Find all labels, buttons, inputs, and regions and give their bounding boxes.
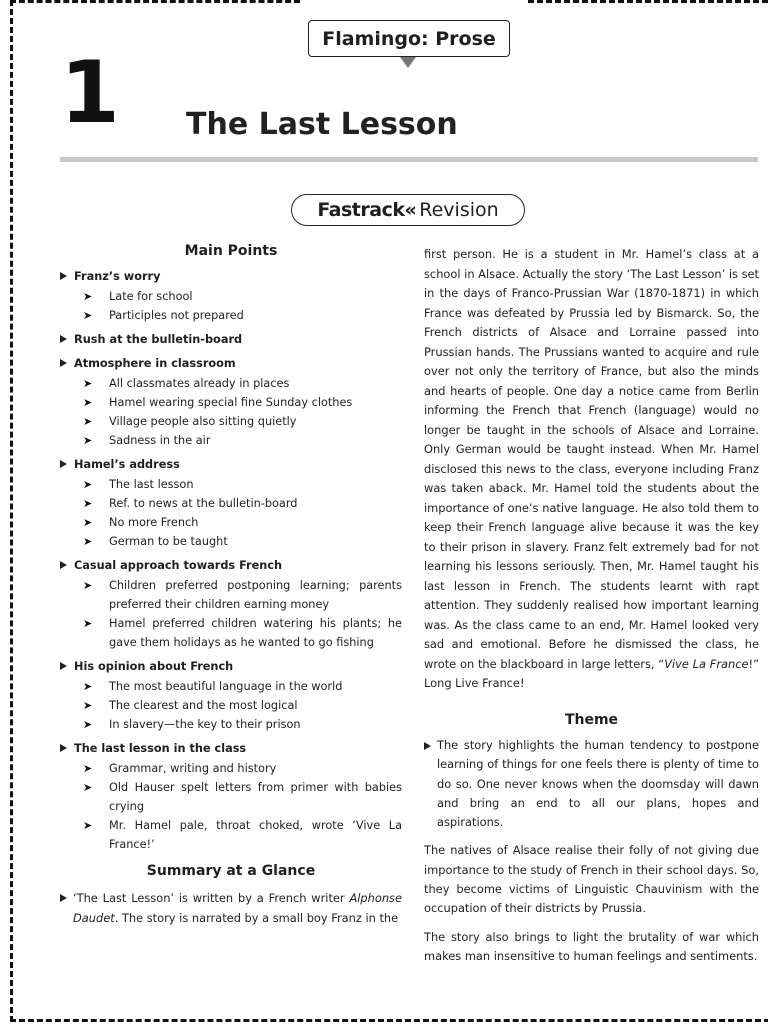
vive-la-france: Vive La France <box>664 656 749 671</box>
subpoint-text: Grammar, writing and history <box>109 762 277 776</box>
subpoint <box>83 532 402 551</box>
main-point-label <box>60 354 402 373</box>
theme-paragraph: The natives of Alsace realise their folly of not giving due importance to the study of French in their school days. So, they become victims of Linguistic Chauvinism with the occupation of their districts by Prussia. <box>424 843 759 916</box>
section-label-brand: Fastrack« <box>317 199 417 221</box>
main-point-text: His opinion about French <box>74 660 234 674</box>
theme-bullet-text: The story highlights the human tendency to postpone learning of things for one feels there is plenty of time to do so. One never knows when the doomsday will dawn and bring an end to all our plans, hopes and aspirations. <box>437 737 759 830</box>
summary-continued-text: first person. He is a student in Mr. Hamel’s class at a school in Alsace. Actually the story ‘The Last Lesson’ is set in the days of Franco-Prussian War (1870-1871) in which France was defeated by Prussia led by Bismarck. So, the French districts of Alsace and Lorraine passed into Prussian hands. The Prussians wanted to acquire and rule over not only the territory of France, but also the minds and hearts of people. One day a notice came from Berlin informing the French that French (language) would no longer be taught in the schools of Alsace and Lorraine. Only German would be taught instead. When Mr. Hamel disclosed this news to the class, everyone including Franz was taken aback. Mr. Hamel told the students about the importance of one’s native language. He also told them to keep their French language alive because it was the key to their prison in slavery. Franz felt extremely bad for not learning his lessons seriously. Then, Mr. Hamel taught his last lesson in French. The students learnt with rapt attention. They suddenly realised how important learning was. As the class came to an end, Mr. Hamel looked very sad and emotional. Before he dismissed the class, he wrote on the blackboard in large letters, “ <box>424 247 759 671</box>
subpoint <box>83 475 402 494</box>
subpoint-text: Hamel preferred children watering his plants; he gave them holidays as he wanted to go fishing <box>109 617 402 650</box>
subpoint-list <box>60 576 402 652</box>
main-point <box>60 556 402 652</box>
subpoint-text: Ref. to news at the bulletin-board <box>109 497 298 511</box>
subpoint <box>83 778 402 816</box>
chapter-title: The Last Lesson <box>186 107 458 142</box>
summary-continued <box>424 245 759 694</box>
arrow-bullet-icon: ➤ <box>83 290 93 304</box>
summary-continued-text: !” Long Live France! <box>424 656 759 690</box>
arrow-bullet-icon: ➤ <box>83 781 93 795</box>
subpoint <box>83 816 402 854</box>
subpoint-text: In slavery—the key to their prison <box>109 718 301 732</box>
subpoint <box>83 576 402 614</box>
main-point <box>60 354 402 450</box>
main-point <box>60 657 402 734</box>
subpoint-list <box>60 759 402 854</box>
title-divider <box>60 157 758 162</box>
main-point <box>60 330 402 349</box>
chapter-number: 1 <box>60 43 120 143</box>
subpoint-text: German to be taught <box>109 535 228 549</box>
left-column <box>60 240 402 928</box>
summary-text-part: . The story is narrated by a small boy Franz in the <box>114 910 399 925</box>
arrow-bullet-icon: ➤ <box>83 699 93 713</box>
section-label <box>291 194 525 226</box>
subpoint <box>83 412 402 431</box>
main-point-label <box>60 556 402 575</box>
subpoint-list <box>60 677 402 734</box>
subpoint-list <box>60 475 402 551</box>
section-label-text: Revision <box>419 199 499 221</box>
arrow-bullet-icon: ➤ <box>83 478 93 492</box>
main-point <box>60 267 402 325</box>
subpoint-text: The last lesson <box>109 478 194 492</box>
bullet-triangle-icon <box>60 894 67 902</box>
top-border-right <box>528 0 768 3</box>
subpoint-text: No more French <box>109 516 199 530</box>
bullet-triangle-icon <box>60 272 67 280</box>
arrow-bullet-icon: ➤ <box>83 434 93 448</box>
subpoint-list <box>60 287 402 325</box>
subpoint <box>83 696 402 715</box>
summary-text-part: ‘The Last Lesson’ is written by a French writer <box>73 890 350 905</box>
book-tag-pointer-icon <box>400 57 416 68</box>
arrow-bullet-icon: ➤ <box>83 535 93 549</box>
subpoint-text: Participles not prepared <box>109 309 244 323</box>
bullet-triangle-icon <box>60 662 67 670</box>
subpoint-text: Mr. Hamel pale, throat choked, wrote ‘Vive La France!’ <box>109 819 402 852</box>
summary-paragraph <box>60 888 402 928</box>
summary-heading: Summary at a Glance <box>146 863 316 880</box>
arrow-bullet-icon: ➤ <box>83 309 93 323</box>
subpoint-text: The clearest and the most logical <box>109 699 298 713</box>
subpoint-list <box>60 374 402 450</box>
summary-text <box>73 888 402 928</box>
main-point-text: The last lesson in the class <box>74 742 247 756</box>
main-point-label <box>60 267 402 286</box>
main-point <box>60 739 402 854</box>
subpoint-text: The most beautiful language in the world <box>109 680 343 694</box>
subpoint <box>83 306 402 325</box>
arrow-bullet-icon: ➤ <box>83 579 93 593</box>
arrow-bullet-icon: ➤ <box>83 762 93 776</box>
main-point-text: Casual approach towards French <box>74 559 283 573</box>
arrow-bullet-icon: ➤ <box>83 617 93 631</box>
main-point-label <box>60 330 402 349</box>
subpoint-text: Hamel wearing special fine Sunday clothes <box>109 396 353 410</box>
theme-bullet <box>424 736 759 832</box>
main-point-label <box>60 455 402 474</box>
bullet-triangle-icon <box>60 460 67 468</box>
subpoint-text: Sadness in the air <box>109 434 211 448</box>
arrow-bullet-icon: ➤ <box>83 718 93 732</box>
main-point-text: Franz’s worry <box>74 270 161 284</box>
main-point-text: Hamel’s address <box>74 458 180 472</box>
main-points-list <box>60 267 402 854</box>
arrow-bullet-icon: ➤ <box>83 415 93 429</box>
theme-paragraph: The story also brings to light the brutality of war which makes man insensitive to human feelings and sentiments. <box>424 929 759 963</box>
bullet-triangle-icon <box>424 742 431 750</box>
main-point <box>60 455 402 551</box>
main-point-text: Rush at the bulletin-board <box>74 333 243 347</box>
arrow-bullet-icon: ➤ <box>83 516 93 530</box>
top-border-left <box>10 0 300 3</box>
arrow-bullet-icon: ➤ <box>83 819 93 833</box>
arrow-bullet-icon: ➤ <box>83 396 93 410</box>
right-column <box>424 245 759 975</box>
arrow-bullet-icon: ➤ <box>83 497 93 511</box>
main-point-text: Atmosphere in classroom <box>74 357 236 371</box>
subpoint-text: All classmates already in places <box>109 377 290 391</box>
subpoint-text: Children preferred postponing learning; parents preferred their children earning money <box>109 579 402 612</box>
author-name: Alphonse Daudet <box>73 890 402 925</box>
main-points-heading: Main Points <box>184 243 278 259</box>
subpoint <box>83 374 402 393</box>
subpoint <box>83 677 402 696</box>
subpoint <box>83 614 402 652</box>
bullet-triangle-icon <box>60 359 67 367</box>
arrow-bullet-icon: ➤ <box>83 680 93 694</box>
subpoint-text: Late for school <box>109 290 193 304</box>
subpoint <box>83 759 402 778</box>
subpoint <box>83 715 402 734</box>
bullet-triangle-icon <box>60 561 67 569</box>
arrow-bullet-icon: ➤ <box>83 377 93 391</box>
subpoint <box>83 431 402 450</box>
subpoint <box>83 513 402 532</box>
subpoint <box>83 287 402 306</box>
subpoint <box>83 393 402 412</box>
bullet-triangle-icon <box>60 335 67 343</box>
theme-heading: Theme <box>564 711 619 728</box>
bullet-triangle-icon <box>60 744 67 752</box>
subpoint-text: Old Hauser spelt letters from primer with babies crying <box>109 781 402 814</box>
book-tag: Flamingo: Prose <box>308 20 510 57</box>
subpoint <box>83 494 402 513</box>
main-point-label <box>60 657 402 676</box>
main-point-label <box>60 739 402 758</box>
subpoint-text: Village people also sitting quietly <box>109 415 297 429</box>
